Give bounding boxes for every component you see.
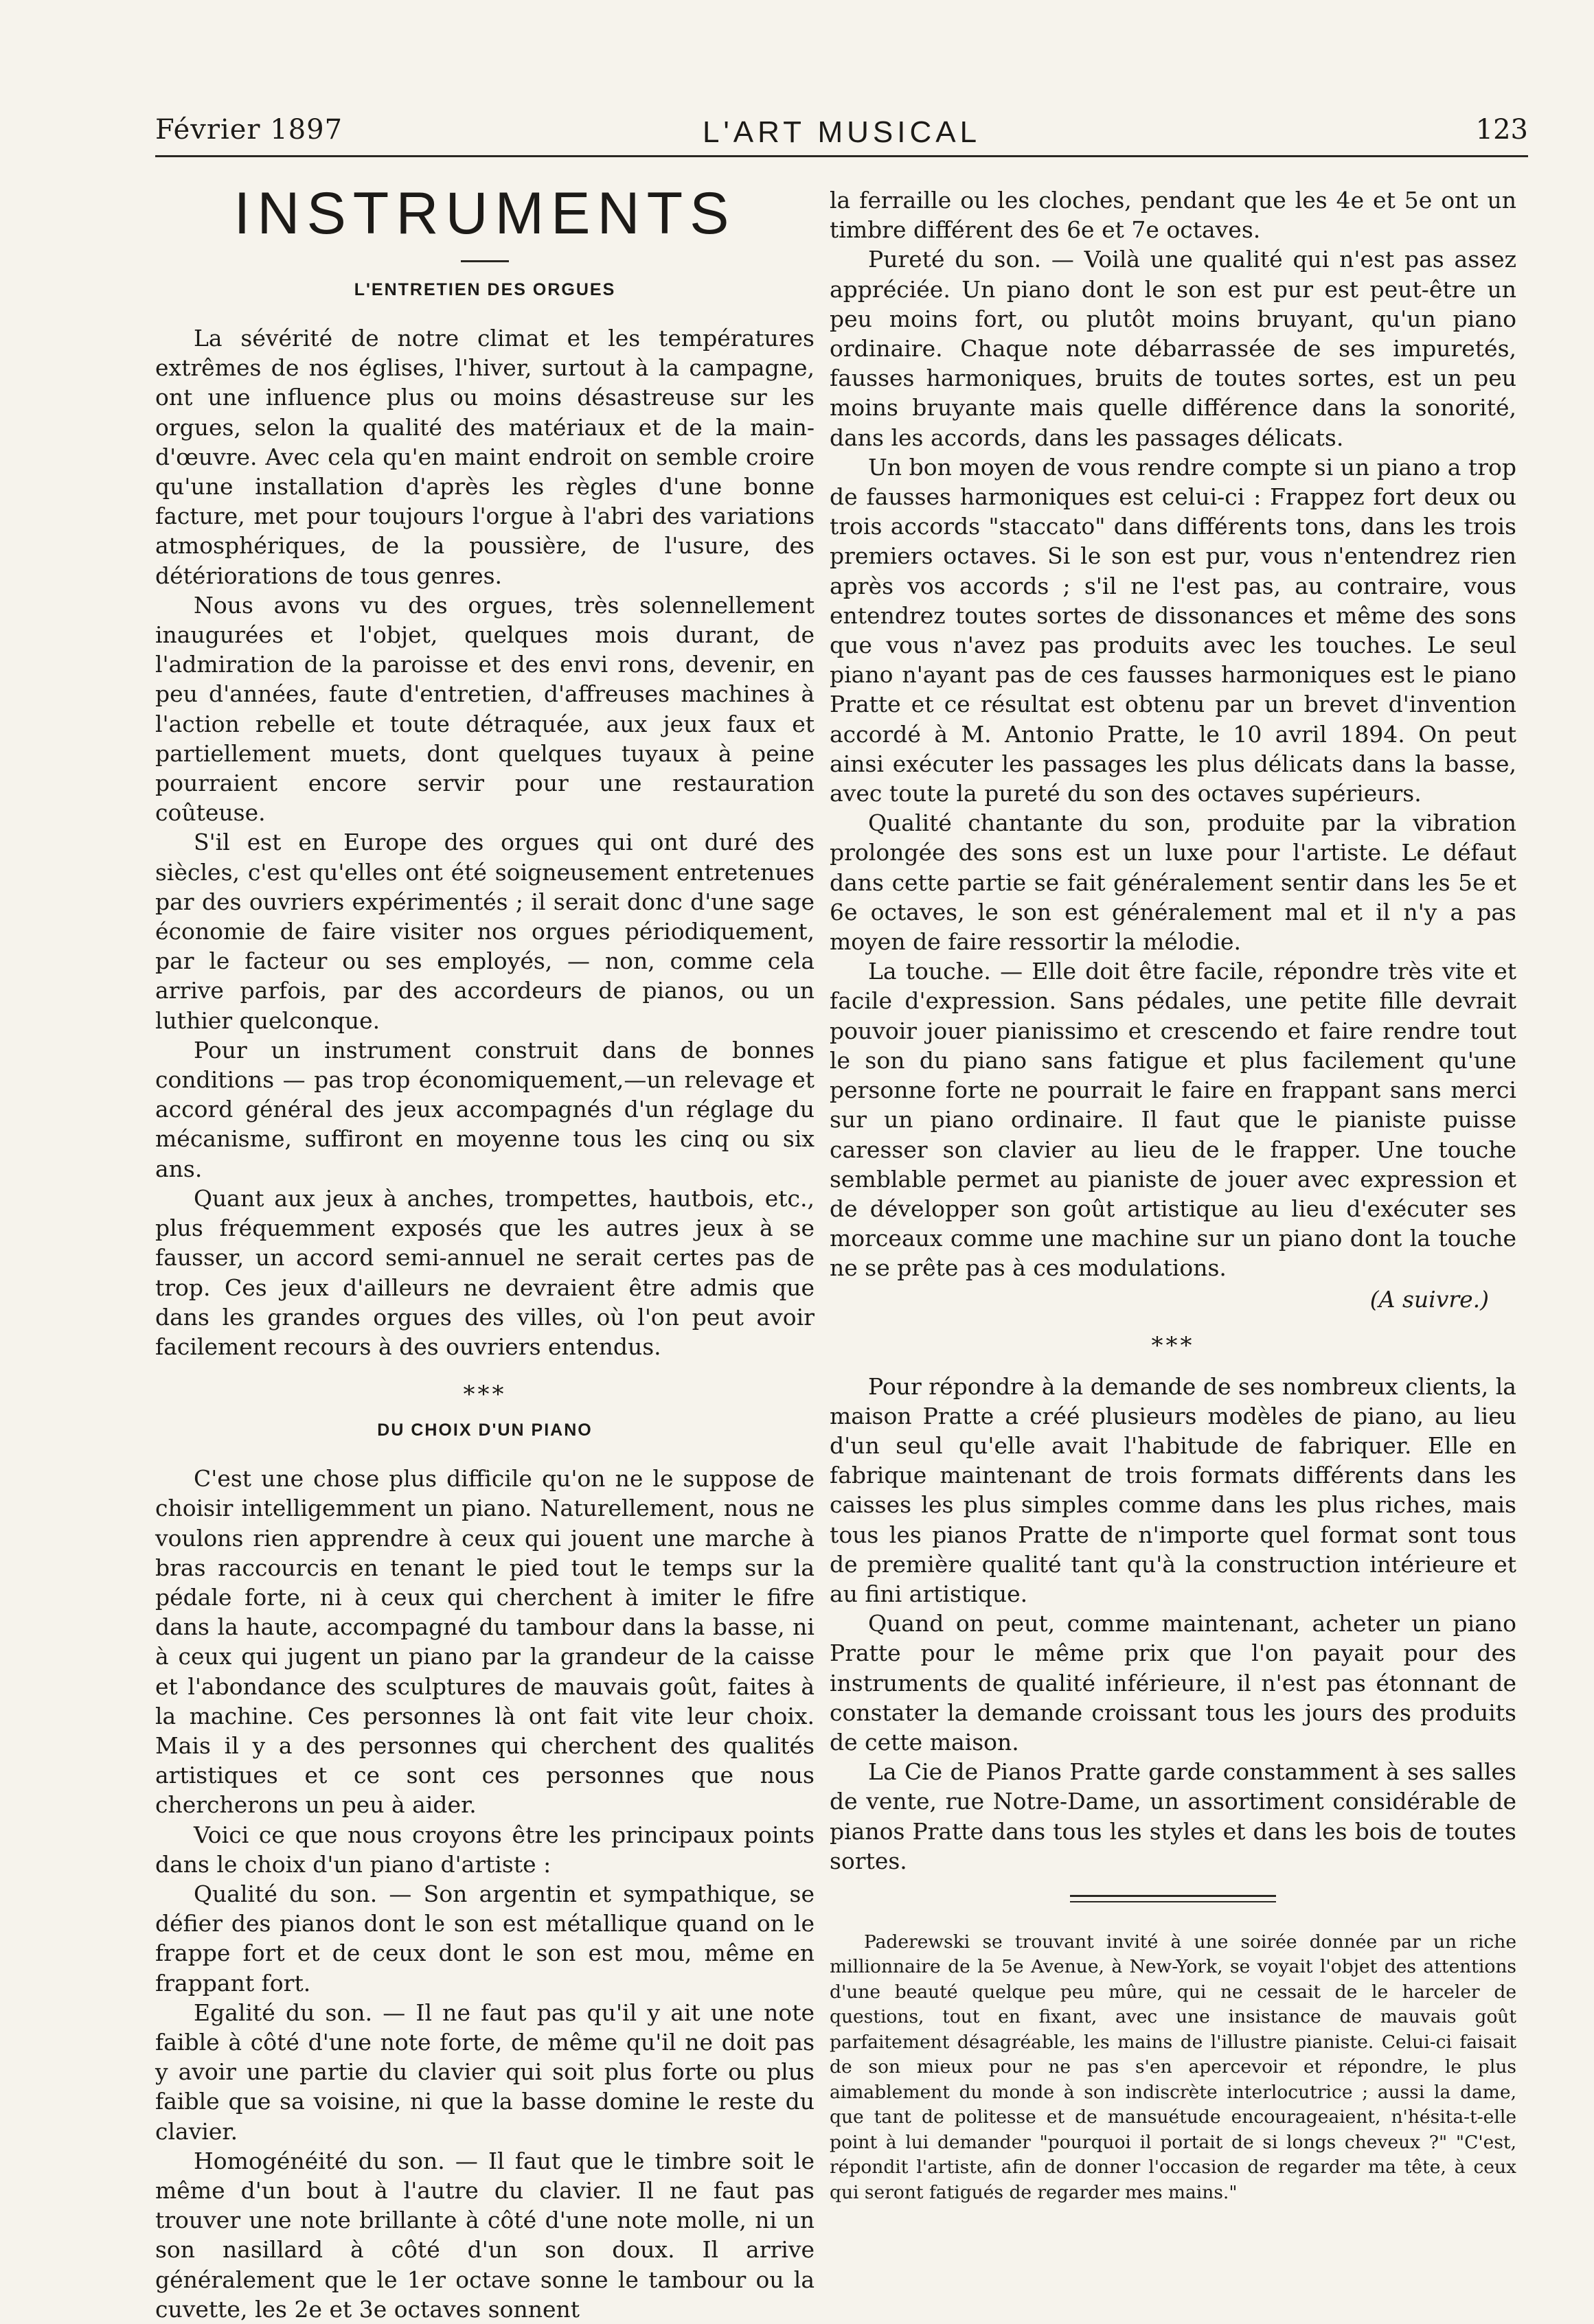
paragraph: Egalité du son. — Il ne faut pas qu'il y ait une note faible à côté d'une note forte, de même qu'il ne doit pas y avoir une partie du clavier qui soit plus forte ou plus faible que sa voisine, ni que la basse domine le reste du clavier.	[155, 1999, 815, 2145]
paragraph: Pour un instrument construit dans de bonnes conditions — pas trop économiquement,—un relevage et accord général des jeux accompagnés d'un réglage du mécanisme, suffiront en moyenne tous les cinq ou six ans.	[155, 1036, 815, 1182]
journal-title: L'ART MUSICAL	[702, 115, 981, 149]
issue-date: Février 1897	[155, 114, 343, 146]
paragraph: Quant aux jeux à anches, trompettes, hautbois, etc., plus fréquemment exposés que les autres jeux à se fausser, un accord semi-annuel ne serait certes pas de trop. Ces jeux d'ailleurs ne devraient être admis que dans les grandes orgues des villes, où l'on peut avoir facilement recours à des ouvriers entendus.	[155, 1184, 815, 1360]
anecdote: Paderewski se trouvant invité à une soirée donnée par un riche millionnaire de la 5e Avenue, à New-York, se voyait l'objet des attentions d'une beauté quelque peu mûre, qui ne cessait de le harceler de questions, tout en fixant, avec une insistance de mauvais goût parfaitement désagréable, les mains de l'illustre pianiste. Celui-ci faisait de son mieux pour ne pas s'en apercevoir et répondre, le plus aimablement du monde à son indiscrète interlocutrice ; aussi la dame, que tant de politesse et de mansuétude encourageaient, n'hésita-t-elle point à lui demander "pourquoi il portait de si longs cheveux ?" "C'est, répondit l'artiste, afin de donner l'occasion de regarder ma tête, à ceux qui seront fatigués de regarder mes mains."	[830, 1931, 1516, 2203]
paragraph: Pureté du son. — Voilà une qualité qui n'est pas assez appréciée. Un piano dont le son est pur est peut-être un peu moins fort, ou plutôt moins bruyant, qu'un piano ordinaire. Chaque note débarrassée de ses impuretés, fausses harmoniques, bruits de toutes sortes, est un peu moins bruyante mais quelle différence dans la sonorité, dans les accords, dans les passages délicats.	[830, 246, 1516, 451]
section-separator: ***	[1151, 1331, 1195, 1359]
title-rule	[461, 260, 509, 262]
paragraph: C'est une chose plus difficile qu'on ne le suppose de choisir intelligemment un piano. Naturellement, nous ne voulons rien apprendre à ceux qui jouent une marche à bras raccourcis en tenant le pied tout le temps sur la pédale forte, ni à ceux qui cherchent à imiter le fifre dans la haute, accompagné du tambour dans la basse, ni à ceux qui jugent un piano par la grandeur de la caisse et l'abondance des sculptures de mauvais goût, faites à la machine. Ces personnes là ont fait vite leur choix. Mais il y a des personnes qui cherchent des qualités artistiques et ce sont ces personnes que nous chercherons un peu à aider.	[155, 1465, 815, 1819]
paragraph: Qualité chantante du son, produite par la vibration prolongée des sons est un luxe pour l'artiste. Le défaut dans cette partie se fait généralement sentir dans les 5e et 6e octaves, le son est généralement mal et il n'y a pas moyen de faire ressortir la mélodie.	[830, 809, 1516, 956]
article-heading-organs: L'ENTRETIEN DES ORGUES	[354, 280, 616, 299]
paragraph: Nous avons vu des orgues, très solennellement inaugurées et l'objet, quelques mois durant, de l'admiration de la paroisse et des envi rons, devenir, en peu d'années, faute d'entretien, d'affreuses machines à l'action rebelle et toute détraquée, aux jeux faux et partiellement muets, dont quelques tuyaux à peine pourraient encore servir pour une restauration coûteuse.	[155, 591, 815, 827]
to-be-continued: (A suivre.)	[1369, 1285, 1489, 1313]
double-rule	[1070, 1895, 1276, 1902]
paragraph: Qualité du son. — Son argentin et sympathique, se défier des pianos dont le son est métallique quand on le frappe fort et de ceux dont le son est mou, même en frappant fort.	[155, 1880, 815, 1997]
running-head	[155, 110, 1528, 158]
section-title: INSTRUMENTS	[234, 181, 736, 246]
paragraph: Voici ce que nous croyons être les principaux points dans le choix d'un piano d'artiste :	[155, 1821, 815, 1878]
paragraph: Un bon moyen de vous rendre compte si un piano a trop de fausses harmoniques est celui-ci : Frappez fort deux ou trois accords "staccato" dans différents tons, dans les trois premiers octaves. Si le son est pur, vous n'entendrez rien après vos accords ; s'il ne l'est pas, au contraire, vous entendrez toutes sortes de dissonances et même des sons que vous n'avez pas produits avec les touches. Le seul piano n'ayant pas de ces fausses harmoniques est le piano Pratte et ce résultat est obtenu par un brevet d'invention accordé à M. Antonio Pratte, le 10 avril 1894. On peut ainsi exécuter les passages les plus délicats dans la basse, avec toute la pureté du son des octaves supérieurs.	[830, 453, 1516, 807]
section-separator: ***	[463, 1381, 507, 1409]
right-column	[830, 185, 1516, 2204]
page-number: 123	[1475, 114, 1528, 146]
paragraph: la ferraille ou les cloches, pendant que les 4e et 5e ont un timbre différent des 6e et 7e octaves.	[830, 187, 1516, 244]
paragraph: S'il est en Europe des orgues qui ont duré des siècles, c'est qu'elles ont été soigneusement entretenues par des ouvriers expérimentés ; il serait donc d'une sage économie de faire visiter nos orgues périodiquement, par le facteur ou ses employés, — non, comme cela arrive parfois, par des accordeurs de pianos, ou un luthier quelconque.	[155, 829, 815, 1034]
left-column	[155, 172, 815, 2323]
header-rule	[155, 155, 1528, 157]
paragraph: La sévérité de notre climat et les températures extrêmes de nos églises, l'hiver, surtout à la campagne, ont une influence plus ou moins désastreuse sur les orgues, selon la qualité des matériaux et de la main-d'œuvre. Avec cela qu'en maint endroit on semble croire qu'une installation d'après les règles d'une bonne facture, met pour toujours l'orgue à l'abri des variations atmosphériques, de la poussière, de l'usure, des détériorations de tous genres.	[155, 325, 815, 589]
paragraph: Homogénéité du son. — Il faut que le timbre soit le même d'un bout à l'autre du clavier. Il ne faut pas trouver une note brillante à côté d'une note molle, ni un son nasillard à côté d'un son doux. Il arrive généralement que le 1er octave sonne le tambour ou la cuvette, les 2e et 3e octaves sonnent	[155, 2147, 815, 2323]
paragraph: La Cie de Pianos Pratte garde constamment à ses salles de vente, rue Notre-Dame, un assortiment considérable de pianos Pratte dans tous les styles et dans les bois de toutes sortes.	[830, 1758, 1516, 1874]
paragraph: Pour répondre à la demande de ses nombreux clients, la maison Pratte a créé plusieurs modèles de piano, au lieu d'un seul qu'elle avait l'habitude de fabriquer. Elle en fabrique maintenant de trois formats différents dans les caisses les plus simples comme dans les plus riches, mais tous les pianos Pratte de n'importe quel format sont tous de première qualité tant qu'à la construction intérieure et au fini artistique.	[830, 1372, 1516, 1607]
paragraph: Quand on peut, comme maintenant, acheter un piano Pratte pour le même prix que l'on payait pour des instruments de qualité inférieure, il n'est pas étonnant de constater la demande croissant tous les jours des produits de cette maison.	[830, 1610, 1516, 1756]
article-heading-piano: DU CHOIX D'UN PIANO	[377, 1420, 593, 1440]
paragraph: La touche. — Elle doit être facile, répondre très vite et facile d'expression. Sans pédales, une petite fille devrait pouvoir jouer pianissimo et crescendo et faire rendre tout le son du piano sans fatigue et plus facilement qu'une personne forte ne pourrait le faire en frappant sans merci sur un piano ordinaire. Il faut que le pianiste puisse caresser son clavier au lieu de le frapper. Une touche semblable permet au pianiste de jouer avec expression et de développer son goût artistique au lieu d'exécuter ses morceaux comme une machine sur un piano dont la touche ne se prête pas à ces modulations.	[830, 958, 1516, 1282]
